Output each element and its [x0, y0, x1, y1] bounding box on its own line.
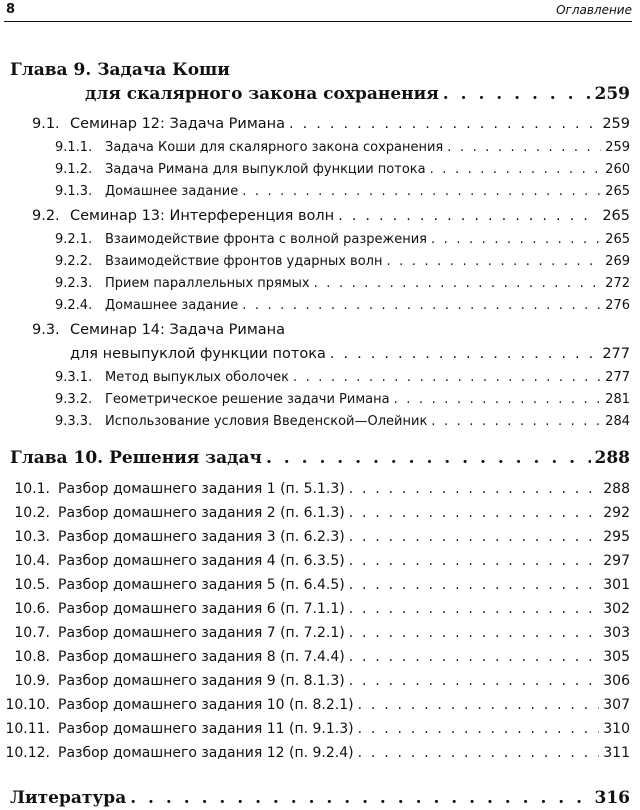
page-ref: 301: [603, 577, 630, 593]
leader-dots: [349, 577, 600, 593]
page-ref: 265: [605, 232, 630, 247]
chapter-9-heading[interactable]: [85, 84, 630, 104]
leader-dots: [266, 448, 591, 468]
leader-dots: [358, 697, 600, 713]
page-ref: 292: [603, 505, 630, 521]
subsection-title: Метод выпуклых оболочек: [105, 370, 289, 385]
section-number: 9.2.: [32, 208, 60, 224]
toc-section[interactable]: [0, 625, 630, 641]
leader-dots: [430, 162, 602, 177]
page-ref: 259: [594, 84, 630, 104]
bibliography-title: Литература: [10, 788, 127, 808]
page-ref: 284: [605, 414, 630, 429]
page-ref: 277: [605, 370, 630, 385]
toc-section[interactable]: [0, 649, 630, 665]
leader-dots: [358, 721, 600, 737]
page-ref: 288: [594, 448, 630, 468]
section-title: Разбор домашнего задания 10 (п. 8.2.1): [58, 697, 354, 713]
chapter-9-heading-line1[interactable]: [10, 60, 230, 80]
leader-dots: [447, 140, 601, 155]
toc-subsection[interactable]: [55, 298, 630, 313]
leader-dots: [349, 625, 600, 641]
subsection-title: Задача Коши для скалярного закона сохранения: [105, 140, 444, 155]
section-title: Разбор домашнего задания 6 (п. 7.1.1): [58, 601, 345, 617]
subsection-number: 9.2.1.: [55, 232, 93, 247]
toc-section[interactable]: [32, 208, 630, 224]
section-number: 10.11.: [5, 721, 50, 737]
page-ref: 305: [603, 649, 630, 665]
toc-subsection[interactable]: [55, 392, 630, 407]
page-ref: 302: [603, 601, 630, 617]
section-number: 10.3.: [14, 529, 50, 545]
section-number: 10.1.: [14, 481, 50, 497]
subsection-number: 9.1.3.: [55, 184, 93, 199]
subsection-number: 9.2.2.: [55, 254, 93, 269]
page-ref: 303: [603, 625, 630, 641]
subsection-number: 9.2.4.: [55, 298, 93, 313]
page-header: [4, 0, 632, 22]
page-ref: 316: [594, 788, 630, 808]
leader-dots: [349, 505, 600, 521]
page-ref: 260: [605, 162, 630, 177]
subsection-title: Задача Римана для выпуклой функции потока: [105, 162, 426, 177]
page-ref: 311: [603, 745, 630, 761]
leader-dots: [349, 481, 600, 497]
toc-section[interactable]: [70, 346, 630, 362]
section-title: Разбор домашнего задания 7 (п. 7.2.1): [58, 625, 345, 641]
leader-dots: [330, 346, 598, 362]
toc-section[interactable]: [0, 553, 630, 569]
toc-section[interactable]: [0, 601, 630, 617]
toc-section[interactable]: [0, 577, 630, 593]
section-title-line2: для невыпуклой функции потока: [70, 346, 326, 362]
leader-dots: [349, 649, 600, 665]
leader-dots: [431, 232, 601, 247]
subsection-number: 9.1.1.: [55, 140, 93, 155]
leader-dots: [349, 553, 600, 569]
section-title: Разбор домашнего задания 2 (п. 6.1.3): [58, 505, 345, 521]
page-ref: 276: [605, 298, 630, 313]
section-number: 10.9.: [14, 673, 50, 689]
toc-section[interactable]: [0, 697, 630, 713]
toc-section[interactable]: [0, 529, 630, 545]
leader-dots: [386, 254, 601, 269]
toc-subsection[interactable]: [55, 414, 630, 429]
toc-subsection[interactable]: [55, 162, 630, 177]
section-title: Разбор домашнего задания 11 (п. 9.1.3): [58, 721, 354, 737]
section-title: Разбор домашнего задания 5 (п. 6.4.5): [58, 577, 345, 593]
page-number: 8: [6, 2, 16, 17]
section-title: Разбор домашнего задания 1 (п. 5.1.3): [58, 481, 345, 497]
toc-subsection[interactable]: [55, 276, 630, 291]
leader-dots: [338, 208, 598, 224]
subsection-title: Прием параллельных прямых: [105, 276, 310, 291]
page-ref: 277: [602, 346, 630, 362]
subsection-number: 9.3.2.: [55, 392, 93, 407]
page-ref: 269: [605, 254, 630, 269]
section-title: Семинар 12: Задача Римана: [70, 116, 286, 132]
toc-section[interactable]: [32, 116, 630, 132]
running-title: Оглавление: [556, 3, 632, 17]
section-title: Разбор домашнего задания 4 (п. 6.3.5): [58, 553, 345, 569]
section-number: 10.2.: [14, 505, 50, 521]
leader-dots: [314, 276, 602, 291]
chapter-title: Решения задач: [109, 448, 262, 468]
page-ref: 265: [605, 184, 630, 199]
toc-section[interactable]: [0, 673, 630, 689]
section-number: 9.1.: [32, 116, 60, 132]
subsection-number: 9.3.1.: [55, 370, 93, 385]
subsection-title: Взаимодействие фронта с волной разрежения: [105, 232, 427, 247]
section-number: 10.8.: [14, 649, 50, 665]
section-number: 10.10.: [5, 697, 50, 713]
toc-section[interactable]: [0, 721, 630, 737]
toc-subsection[interactable]: [55, 370, 630, 385]
leader-dots: [443, 84, 591, 104]
leader-dots: [242, 298, 601, 313]
section-number: 9.3.: [32, 322, 60, 338]
leader-dots: [358, 745, 600, 761]
section-title: Разбор домашнего задания 12 (п. 9.2.4): [58, 745, 354, 761]
leader-dots: [349, 673, 600, 689]
section-number: 10.4.: [14, 553, 50, 569]
toc-section[interactable]: [0, 505, 630, 521]
subsection-title: Использование условия Введенской—Олейник: [105, 414, 428, 429]
leader-dots: [242, 184, 601, 199]
header-rule: [4, 21, 632, 22]
leader-dots: [431, 414, 601, 429]
leader-dots: [349, 529, 600, 545]
page-ref: 265: [602, 208, 630, 224]
subsection-title: Геометрическое решение задачи Римана: [105, 392, 390, 407]
page-ref: 295: [603, 529, 630, 545]
page-ref: 297: [603, 553, 630, 569]
page-ref: 288: [603, 481, 630, 497]
leader-dots: [349, 601, 600, 617]
subsection-title: Домашнее задание: [105, 184, 239, 199]
section-title: Семинар 13: Интерференция волн: [70, 208, 335, 224]
section-number: 10.6.: [14, 601, 50, 617]
page-ref: 272: [605, 276, 630, 291]
section-title: Разбор домашнего задания 8 (п. 7.4.4): [58, 649, 345, 665]
toc-subsection[interactable]: [55, 254, 630, 269]
section-title: Семинар 14: Задача Римана: [70, 322, 286, 338]
section-number: 10.7.: [14, 625, 50, 641]
page-ref: 306: [603, 673, 630, 689]
toc-section[interactable]: [0, 481, 630, 497]
toc-subsection[interactable]: [55, 232, 630, 247]
leader-dots: [293, 370, 601, 385]
toc-subsection[interactable]: [55, 140, 630, 155]
page-ref: 259: [602, 116, 630, 132]
subsection-title: Домашнее задание: [105, 298, 239, 313]
toc-section-line1[interactable]: [32, 322, 285, 338]
chapter-label: Глава 10.: [10, 448, 104, 468]
chapter-title: Задача Коши: [97, 60, 230, 80]
section-number: 10.12.: [5, 745, 50, 761]
page-ref: 310: [603, 721, 630, 737]
subsection-number: 9.2.3.: [55, 276, 93, 291]
section-title: Разбор домашнего задания 3 (п. 6.2.3): [58, 529, 345, 545]
toc-subsection[interactable]: [55, 184, 630, 199]
page-ref: 281: [605, 392, 630, 407]
leader-dots: [130, 788, 590, 808]
subsection-title: Взаимодействие фронтов ударных волн: [105, 254, 383, 269]
page-ref: 307: [603, 697, 630, 713]
leader-dots: [394, 392, 602, 407]
leader-dots: [289, 116, 598, 132]
chapter-title-line2: для скалярного закона сохранения: [85, 84, 439, 104]
chapter-10-heading[interactable]: [10, 448, 630, 468]
toc-section[interactable]: [0, 745, 630, 761]
bibliography-entry[interactable]: [10, 788, 630, 808]
section-number: 10.5.: [14, 577, 50, 593]
subsection-number: 9.1.2.: [55, 162, 93, 177]
chapter-label: Глава 9.: [10, 60, 92, 80]
page-ref: 259: [605, 140, 630, 155]
subsection-number: 9.3.3.: [55, 414, 93, 429]
section-title: Разбор домашнего задания 9 (п. 8.1.3): [58, 673, 345, 689]
